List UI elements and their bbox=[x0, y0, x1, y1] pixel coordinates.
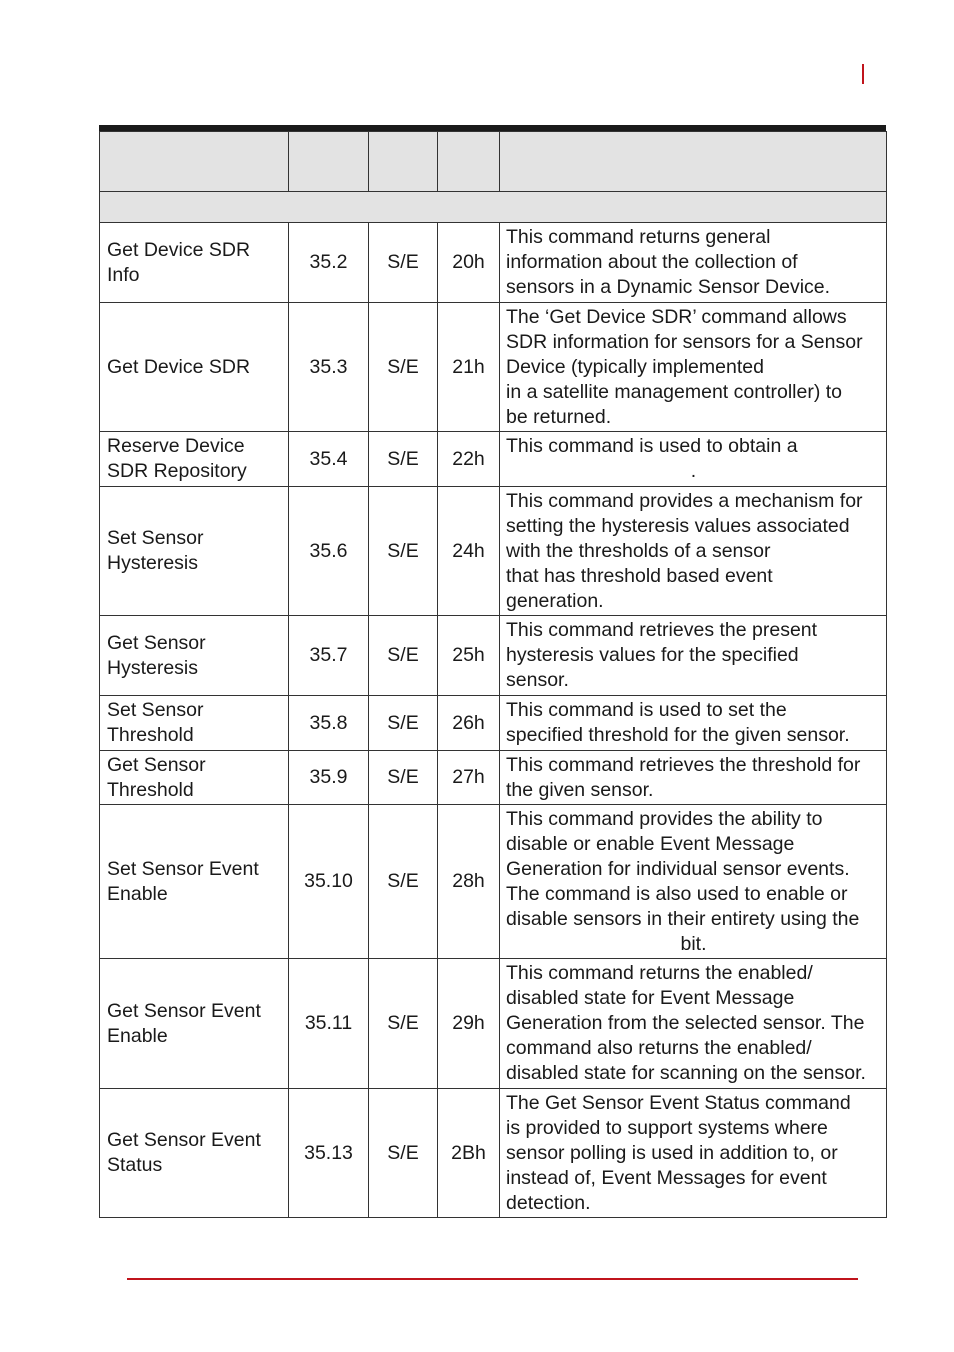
command-code: 27h bbox=[438, 751, 500, 805]
section-number: 35.4 bbox=[289, 432, 369, 487]
command-code: 25h bbox=[438, 616, 500, 696]
command-code: 24h bbox=[438, 487, 500, 616]
command-description bbox=[500, 432, 887, 487]
command-code: 20h bbox=[438, 223, 500, 303]
description-line: disable or enable Event Message bbox=[506, 832, 795, 855]
command-code: 26h bbox=[438, 696, 500, 751]
section-number: 35.2 bbox=[289, 223, 369, 303]
command-name: Set Sensor Hysteresis bbox=[100, 487, 289, 616]
command-type: S/E bbox=[369, 432, 438, 487]
section-number: 35.13 bbox=[289, 1089, 369, 1218]
section-number: 35.10 bbox=[289, 805, 369, 959]
table-row bbox=[100, 696, 887, 751]
command-table bbox=[99, 131, 887, 1218]
table-row bbox=[100, 487, 887, 616]
command-description: This command provides a mechanism for setting the hysteresis values associated with the thresholds of a sensor that has threshold based event generation. bbox=[500, 487, 887, 616]
table-row bbox=[100, 616, 887, 696]
command-code: 21h bbox=[438, 303, 500, 432]
description-line: This command provides the ability to bbox=[506, 807, 823, 830]
command-description: The ‘Get Device SDR’ command allows SDR information for sensors for a Sensor Device (typically implemented in a satellite management controller) to be returned. bbox=[500, 303, 887, 432]
section-number: 35.7 bbox=[289, 616, 369, 696]
command-name: Get Sensor Hysteresis bbox=[100, 616, 289, 696]
command-name: Set Sensor Threshold bbox=[100, 696, 289, 751]
description-line: disable sensors in their entirety using the bbox=[506, 907, 860, 930]
table-row bbox=[100, 751, 887, 805]
header-command bbox=[100, 132, 289, 192]
command-description: This command returns the enabled/ disabled state for Event Message Generation from the selected sensor. The command also returns the enabled/ disabled state for scanning on the sensor. bbox=[500, 959, 887, 1089]
command-name: Reserve Device SDR Repository bbox=[100, 432, 289, 487]
table-row bbox=[100, 959, 887, 1089]
command-code: 22h bbox=[438, 432, 500, 487]
description-line: The command is also used to enable or bbox=[506, 882, 848, 905]
command-type: S/E bbox=[369, 696, 438, 751]
command-name: Get Sensor Event Status bbox=[100, 1089, 289, 1218]
table-row bbox=[100, 223, 887, 303]
command-description: This command is used to set the specified threshold for the given sensor. bbox=[500, 696, 887, 751]
command-type: S/E bbox=[369, 303, 438, 432]
command-code: 29h bbox=[438, 959, 500, 1089]
command-code: 2Bh bbox=[438, 1089, 500, 1218]
section-number: 35.11 bbox=[289, 959, 369, 1089]
command-type: S/E bbox=[369, 223, 438, 303]
command-name: Get Sensor Threshold bbox=[100, 751, 289, 805]
table-row bbox=[100, 303, 887, 432]
command-description: The Get Sensor Event Status command is provided to support systems where sensor polling is used in addition to, or instead of, Event Messages for event detection. bbox=[500, 1089, 887, 1218]
description-line: . bbox=[690, 460, 697, 482]
command-type: S/E bbox=[369, 1089, 438, 1218]
table-row bbox=[100, 805, 887, 959]
command-table-container bbox=[99, 125, 886, 1218]
section-number: 35.6 bbox=[289, 487, 369, 616]
command-type: S/E bbox=[369, 805, 438, 959]
group-title bbox=[100, 192, 887, 223]
group-row bbox=[100, 192, 887, 223]
header-description bbox=[500, 132, 887, 192]
command-name: Get Device SDR Info bbox=[100, 223, 289, 303]
command-description bbox=[500, 805, 887, 959]
command-description: This command returns general information about the collection of sensors in a Dynamic Sensor Device. bbox=[500, 223, 887, 303]
header-code bbox=[438, 132, 500, 192]
command-type: S/E bbox=[369, 616, 438, 696]
command-name: Set Sensor Event Enable bbox=[100, 805, 289, 959]
header-section bbox=[289, 132, 369, 192]
command-name: Get Sensor Event Enable bbox=[100, 959, 289, 1089]
command-type: S/E bbox=[369, 487, 438, 616]
command-description: This command retrieves the threshold for the given sensor. bbox=[500, 751, 887, 805]
description-line: This command is used to obtain a bbox=[506, 435, 798, 457]
command-description: This command retrieves the present hysteresis values for the specified sensor. bbox=[500, 616, 887, 696]
command-type: S/E bbox=[369, 751, 438, 805]
description-line: Generation for individual sensor events. bbox=[506, 857, 850, 880]
table-row bbox=[100, 432, 887, 487]
command-type: S/E bbox=[369, 959, 438, 1089]
table-row bbox=[100, 1089, 887, 1218]
description-line: bit. bbox=[680, 932, 707, 955]
section-number: 35.9 bbox=[289, 751, 369, 805]
header-type bbox=[369, 132, 438, 192]
footer-rule bbox=[127, 1278, 858, 1280]
command-code: 28h bbox=[438, 805, 500, 959]
section-number: 35.8 bbox=[289, 696, 369, 751]
header-accent-mark bbox=[862, 64, 864, 84]
section-number: 35.3 bbox=[289, 303, 369, 432]
command-name: Get Device SDR bbox=[100, 303, 289, 432]
table-header-row bbox=[100, 132, 887, 192]
